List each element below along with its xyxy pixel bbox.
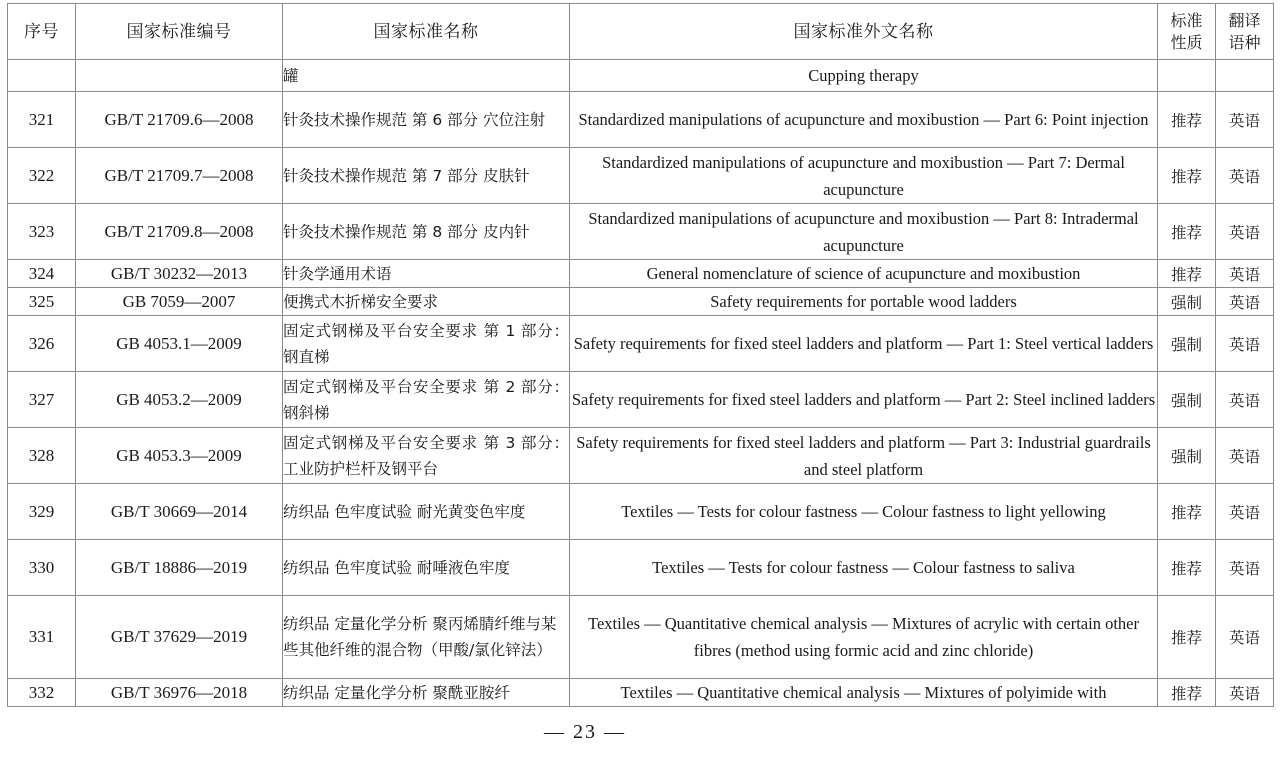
cell-code: GB/T 18886—2019 <box>76 540 283 596</box>
cell-translation-language: 英语 <box>1216 204 1274 260</box>
cell-seq: 327 <box>8 372 76 428</box>
cell-name: 针灸学通用术语 <box>283 260 570 288</box>
cell-translation-language: 英语 <box>1216 148 1274 204</box>
column-header-standard-type-line1: 标准 <box>1170 10 1203 30</box>
cell-name: 针灸技术操作规范 第 6 部分 穴位注射 <box>283 92 570 148</box>
cell-translation-language: 英语 <box>1216 679 1274 707</box>
cell-translation-language: 英语 <box>1216 540 1274 596</box>
cell-name-en: Safety requirements for portable wood ladders <box>570 288 1158 316</box>
cell-translation-language: 英语 <box>1216 316 1274 372</box>
cell-code: GB 4053.3—2009 <box>76 428 283 484</box>
cell-translation-language: 英语 <box>1216 428 1274 484</box>
table-row <box>8 596 1274 679</box>
cell-seq: 326 <box>8 316 76 372</box>
cell-name-en: Standardized manipulations of acupuncture and moxibustion — Part 6: Point injection <box>570 92 1158 148</box>
cell-name-en: Standardized manipulations of acupuncture and moxibustion — Part 8: Intradermal acupuncture <box>570 204 1158 260</box>
column-header-seq: 序号 <box>8 4 76 60</box>
cell-name: 便携式木折梯安全要求 <box>283 288 570 316</box>
cell-translation-language: 英语 <box>1216 372 1274 428</box>
cell-standard-type: 推荐 <box>1158 596 1216 679</box>
cell-name-en: Textiles — Tests for colour fastness — Colour fastness to light yellowing <box>570 484 1158 540</box>
table-row <box>8 288 1274 316</box>
table-body <box>8 60 1274 707</box>
cell-seq: 329 <box>8 484 76 540</box>
column-header-name-en: 国家标准外文名称 <box>570 4 1158 60</box>
cell-name-en: General nomenclature of science of acupuncture and moxibustion <box>570 260 1158 288</box>
cell-seq: 328 <box>8 428 76 484</box>
cell-name-en: Safety requirements for fixed steel ladders and platform — Part 2: Steel inclined ladders <box>570 372 1158 428</box>
table-row <box>8 484 1274 540</box>
cell-standard-type: 推荐 <box>1158 204 1216 260</box>
cell-name: 固定式钢梯及平台安全要求 第 1 部分：钢直梯 <box>283 316 570 372</box>
cell-name-en: Safety requirements for fixed steel ladders and platform — Part 1: Steel vertical ladders <box>570 316 1158 372</box>
cell-translation-language: 英语 <box>1216 288 1274 316</box>
table-row <box>8 679 1274 707</box>
column-header-translation-language-line2: 语种 <box>1228 32 1261 52</box>
column-header-standard-type <box>1158 4 1216 60</box>
cell-translation-language: 英语 <box>1216 92 1274 148</box>
cell-code: GB/T 30669—2014 <box>76 484 283 540</box>
cell-seq <box>8 60 76 92</box>
table-header <box>8 4 1274 60</box>
cell-standard-type: 推荐 <box>1158 260 1216 288</box>
column-header-translation-language <box>1216 4 1274 60</box>
cell-code: GB 4053.1—2009 <box>76 316 283 372</box>
cell-name: 纺织品 定量化学分析 聚酰亚胺纤 <box>283 679 570 707</box>
column-header-name: 国家标准名称 <box>283 4 570 60</box>
standards-table <box>7 3 1274 707</box>
cell-name: 固定式钢梯及平台安全要求 第 2 部分：钢斜梯 <box>283 372 570 428</box>
cell-seq: 322 <box>8 148 76 204</box>
document-page <box>0 3 1280 758</box>
cell-standard-type: 强制 <box>1158 372 1216 428</box>
table-row <box>8 540 1274 596</box>
column-header-code: 国家标准编号 <box>76 4 283 60</box>
cell-name: 固定式钢梯及平台安全要求 第 3 部分：工业防护栏杆及钢平台 <box>283 428 570 484</box>
cell-seq: 325 <box>8 288 76 316</box>
cell-code: GB 4053.2—2009 <box>76 372 283 428</box>
table-row <box>8 428 1274 484</box>
cell-standard-type <box>1158 60 1216 92</box>
cell-name: 罐 <box>283 60 570 92</box>
cell-translation-language: 英语 <box>1216 260 1274 288</box>
cell-code: GB 7059—2007 <box>76 288 283 316</box>
table-row <box>8 60 1274 92</box>
cell-standard-type: 强制 <box>1158 316 1216 372</box>
cell-standard-type: 推荐 <box>1158 148 1216 204</box>
cell-name-en: Textiles — Quantitative chemical analysis — Mixtures of acrylic with certain other fibres (method using formic acid and zinc chloride) <box>570 596 1158 679</box>
cell-code: GB/T 30232—2013 <box>76 260 283 288</box>
cell-code: GB/T 37629—2019 <box>76 596 283 679</box>
column-header-translation-language-line1: 翻译 <box>1228 10 1261 30</box>
cell-standard-type: 推荐 <box>1158 679 1216 707</box>
cell-name: 针灸技术操作规范 第 7 部分 皮肤针 <box>283 148 570 204</box>
cell-name-en: Standardized manipulations of acupuncture and moxibustion — Part 7: Dermal acupuncture <box>570 148 1158 204</box>
cell-code <box>76 60 283 92</box>
table-row <box>8 92 1274 148</box>
table-row <box>8 316 1274 372</box>
column-header-standard-type-line2: 性质 <box>1170 32 1203 52</box>
table-row <box>8 372 1274 428</box>
cell-standard-type: 强制 <box>1158 288 1216 316</box>
cell-translation-language: 英语 <box>1216 596 1274 679</box>
cell-seq: 324 <box>8 260 76 288</box>
table-row <box>8 260 1274 288</box>
cell-seq: 321 <box>8 92 76 148</box>
cell-translation-language <box>1216 60 1274 92</box>
cell-standard-type: 推荐 <box>1158 92 1216 148</box>
cell-code: GB/T 21709.8—2008 <box>76 204 283 260</box>
cell-standard-type: 强制 <box>1158 428 1216 484</box>
cell-name-en: Cupping therapy <box>570 60 1158 92</box>
cell-name: 纺织品 色牢度试验 耐唾液色牢度 <box>283 540 570 596</box>
cell-name: 纺织品 色牢度试验 耐光黄变色牢度 <box>283 484 570 540</box>
cell-seq: 332 <box>8 679 76 707</box>
cell-code: GB/T 36976—2018 <box>76 679 283 707</box>
cell-name: 纺织品 定量化学分析 聚丙烯腈纤维与某些其他纤维的混合物（甲酸/氯化锌法） <box>283 596 570 679</box>
cell-seq: 323 <box>8 204 76 260</box>
table-row <box>8 204 1274 260</box>
cell-code: GB/T 21709.7—2008 <box>76 148 283 204</box>
page-number: — 23 — <box>544 721 626 743</box>
cell-name-en: Safety requirements for fixed steel ladders and platform — Part 3: Industrial guardrails and steel platform <box>570 428 1158 484</box>
cell-name-en: Textiles — Quantitative chemical analysis — Mixtures of polyimide with <box>570 679 1158 707</box>
cell-seq: 331 <box>8 596 76 679</box>
cell-translation-language: 英语 <box>1216 484 1274 540</box>
cell-name-en: Textiles — Tests for colour fastness — Colour fastness to saliva <box>570 540 1158 596</box>
table-row <box>8 148 1274 204</box>
cell-standard-type: 推荐 <box>1158 484 1216 540</box>
cell-standard-type: 推荐 <box>1158 540 1216 596</box>
cell-name: 针灸技术操作规范 第 8 部分 皮内针 <box>283 204 570 260</box>
table-header-row <box>8 4 1274 60</box>
cell-code: GB/T 21709.6—2008 <box>76 92 283 148</box>
cell-seq: 330 <box>8 540 76 596</box>
